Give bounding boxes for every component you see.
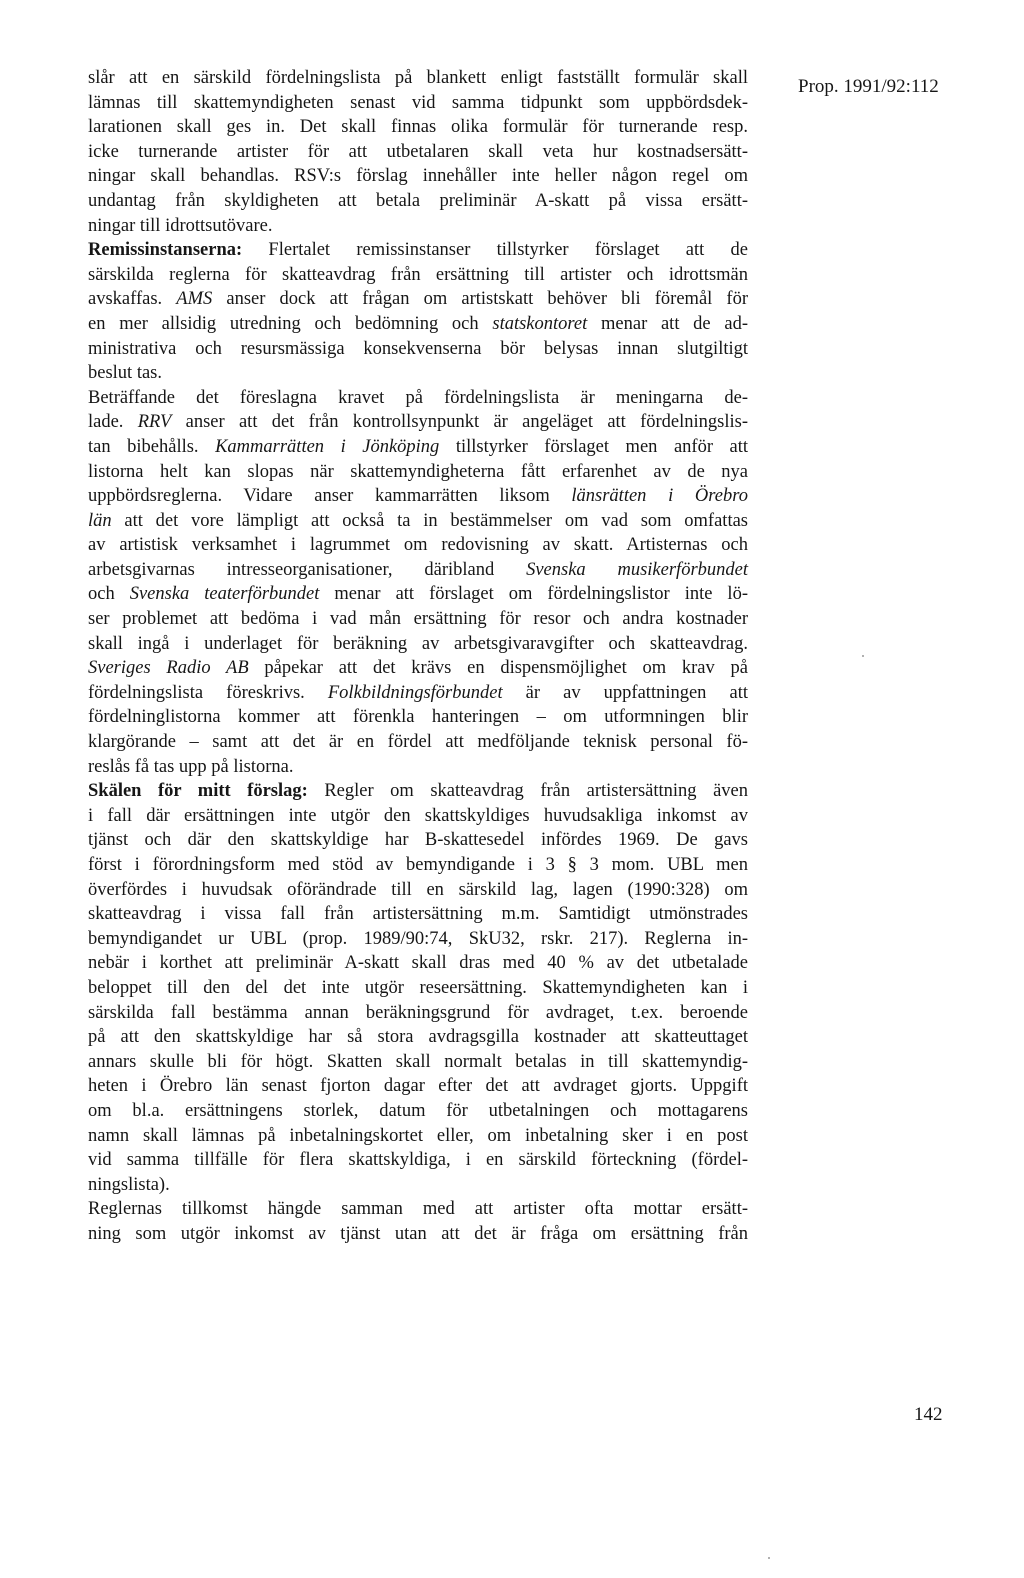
italic-run: AMS	[176, 289, 213, 310]
italic-run: Kammarrätten i Jönköping	[215, 436, 440, 457]
text-line	[88, 1222, 748, 1247]
text-run: tillstyrker förslaget men anför att	[439, 436, 748, 457]
text-line	[88, 730, 748, 755]
text-run: listorna helt kan slopas när skattemyndigheterna fått erfarenhet av de nya	[88, 461, 748, 482]
text-run: heten i Örebro län senast fjorton dagar efter det att avdraget gjorts. Uppgift	[88, 1076, 748, 1097]
text-run: ser problemet att bedöma i vad mån ersättning för resor och andra kostnader	[88, 609, 748, 630]
text-run: och	[88, 584, 130, 605]
text-run: ningslista).	[88, 1174, 170, 1195]
text-line	[88, 681, 748, 706]
text-line	[88, 140, 748, 165]
text-run: menar att de ad-	[587, 313, 748, 334]
text-line	[88, 1197, 748, 1222]
text-run: på att den skattskyldige har så stora avdragsgilla kostnader att skatteuttaget	[88, 1027, 748, 1048]
text-line	[88, 214, 748, 239]
text-run: först i förordningsform med stöd av bemyndigande i 3 § 3 mom. UBL men	[88, 855, 748, 875]
text-run: tjänst och där den skattskyldige har B-skattesedel infördes 1969. De gavs	[88, 830, 748, 851]
text-line	[88, 337, 748, 362]
text-line	[88, 509, 748, 534]
scan-speck	[862, 655, 864, 657]
italic-run: Svenska musikerförbundet	[526, 559, 748, 580]
text-run: särskilda fall bestämma annan beräkningsgrund för avdraget, t.ex. beroende	[88, 1002, 748, 1023]
text-line	[88, 779, 748, 804]
body-text	[88, 66, 748, 1247]
text-run: bemyndigandet ur UBL (prop. 1989/90:74, SkU32, rskr. 217). Reglerna in-	[88, 928, 748, 949]
text-line	[88, 361, 748, 386]
text-line	[88, 1124, 748, 1149]
text-line	[88, 66, 748, 91]
text-run: Beträffande det föreslagna kravet på fördelningslista är meningarna de-	[88, 387, 748, 408]
text-run: klargörande – samt att det är en fördel att medföljande teknisk personal fö-	[88, 732, 748, 753]
text-line	[88, 435, 748, 460]
text-line	[88, 656, 748, 681]
italic-run: statskontoret	[492, 313, 588, 334]
text-run: i fall där ersättningen inte utgör den skattskyldiges huvudsakliga inkomst av	[88, 805, 748, 826]
page-number: 142	[914, 1404, 943, 1425]
text-run: icke turnerande artister för att utbetalaren skall veta hur kostnadsersätt-	[88, 141, 748, 162]
text-run: beloppet till den del det inte utgör reseersättning. Skattemyndigheten kan i	[88, 977, 748, 998]
text-run: skall ingå i underlaget för beräkning av arbetsgivaravgifter och skatteavdrag.	[88, 633, 748, 654]
text-run: reslås få tas upp på listorna.	[88, 756, 294, 777]
text-run: uppbördsreglerna. Vidare anser kammarrätten liksom	[88, 486, 572, 507]
text-line	[88, 164, 748, 189]
text-line	[88, 976, 748, 1001]
text-run: lämnas till skattemyndigheten senast vid samma tidpunkt som uppbördsdek-	[88, 92, 748, 113]
text-line	[88, 91, 748, 116]
text-run: överfördes i huvudsak oförändrade till en särskild lag, lagen (1990:328) om	[88, 879, 748, 900]
text-line	[88, 1173, 748, 1198]
text-run: ningar skall behandlas. RSV:s förslag innehåller inte heller någon regel om	[88, 166, 748, 187]
scan-speck	[768, 1557, 770, 1559]
text-line	[88, 312, 748, 337]
text-run: arbetsgivarnas intresseorganisationer, däribland	[88, 559, 527, 580]
text-line	[88, 1050, 748, 1075]
text-run: påpekar att det krävs en dispensmöjlighet om krav på	[248, 658, 748, 679]
text-line	[88, 1001, 748, 1026]
italic-run: RRV	[137, 412, 172, 433]
text-line	[88, 853, 748, 878]
text-run: ning som utgör inkomst av tjänst utan att det är fråga om ersättning från	[88, 1223, 748, 1244]
text-line	[88, 263, 748, 288]
text-run: tan bibehålls.	[88, 436, 216, 457]
text-line	[88, 287, 748, 312]
text-run: ningar till idrottsutövare.	[88, 215, 273, 236]
text-run: är av uppfattningen att	[502, 682, 749, 703]
text-run: Reglernas tillkomst hängde samman med att artister ofta mottar ersätt-	[88, 1199, 748, 1220]
text-run: slår att en särskild fördelningslista på blankett enligt fastställt formulär skall	[88, 68, 748, 88]
text-run: ministrativa och resursmässiga konsekvenserna bör belysas innan slutgiltigt	[88, 338, 748, 359]
text-run: lade.	[88, 412, 138, 433]
text-run: vid samma tillfälle för flera skattskyldiga, i en särskild förteckning (fördel-	[88, 1150, 748, 1171]
bold-run: Skälen för mitt förslag:	[88, 781, 308, 802]
text-line	[88, 951, 748, 976]
bold-run: Remissinstanserna:	[88, 240, 243, 261]
text-line	[88, 804, 748, 829]
text-run: annars skulle bli för högt. Skatten skall normalt betalas in till skattemyndig-	[88, 1051, 748, 1072]
text-run: fördelningslista föreskrivs.	[88, 682, 328, 703]
text-line	[88, 533, 748, 558]
italic-run: Svenska teaterförbundet	[129, 584, 320, 605]
text-line	[88, 828, 748, 853]
text-run: anser dock att frågan om artistskatt behöver bli föremål för	[212, 289, 748, 310]
text-line	[88, 189, 748, 214]
text-line	[88, 878, 748, 903]
text-line	[88, 705, 748, 730]
italic-run: Sveriges Radio AB	[88, 658, 249, 679]
text-line	[88, 1074, 748, 1099]
text-run: fördelninglistorna kommer att förenkla hanteringen – om utformningen blir	[88, 707, 748, 728]
italic-run: län	[88, 510, 112, 531]
text-line	[88, 755, 748, 780]
text-line	[88, 558, 748, 583]
text-run: namn skall lämnas på inbetalningskortet eller, om inbetalning sker i en post	[88, 1125, 748, 1146]
text-line	[88, 115, 748, 140]
text-line	[88, 607, 748, 632]
text-run: larationen skall ges in. Det skall finnas olika formulär för turnerande resp.	[88, 117, 748, 138]
text-line	[88, 582, 748, 607]
text-run: om bl.a. ersättningens storlek, datum för utbetalningen och mottagarens	[88, 1100, 748, 1121]
text-run: menar att förslaget om fördelningslistor inte lö-	[319, 584, 748, 605]
text-run: att det vore lämpligt att också ta in bestämmelser om vad som omfattas	[111, 510, 748, 531]
text-line	[88, 410, 748, 435]
text-run: särskilda reglerna för skatteavdrag från ersättning till artister och idrottsmän	[88, 264, 748, 285]
text-line	[88, 1099, 748, 1124]
italic-run: Folkbildningsförbundet	[327, 682, 503, 703]
text-line	[88, 386, 748, 411]
text-line	[88, 1025, 748, 1050]
text-run: nebär i korthet att preliminär A-skatt skall dras med 40 % av det utbetalade	[88, 953, 748, 974]
text-run: en mer allsidig utredning och bedömning och	[88, 313, 493, 334]
text-line	[88, 902, 748, 927]
italic-run: länsrätten i Örebro	[571, 486, 748, 507]
text-run: av artistisk verksamhet i lagrummet om redovisning av skatt. Artisternas och	[88, 535, 748, 556]
text-line	[88, 1148, 748, 1173]
text-line	[88, 927, 748, 952]
text-line	[88, 632, 748, 657]
text-line	[88, 460, 748, 485]
text-line	[88, 238, 748, 263]
text-run: anser att det från kontrollsynpunkt är angeläget att fördelningslis-	[171, 412, 749, 433]
text-run: avskaffas.	[88, 289, 177, 310]
proposition-reference: Prop. 1991/92:112	[798, 76, 939, 97]
text-line	[88, 484, 748, 509]
text-run: beslut tas.	[88, 363, 162, 384]
text-run: Regler om skatteavdrag från artistersättning även	[307, 781, 749, 802]
text-run: Flertalet remissinstanser tillstyrker förslaget att de	[242, 240, 748, 261]
text-run: undantag från skyldigheten att betala preliminär A-skatt på vissa ersätt-	[88, 190, 748, 211]
text-run: skatteavdrag i vissa fall från artistersättning m.m. Samtidigt utmönstrades	[88, 904, 748, 925]
